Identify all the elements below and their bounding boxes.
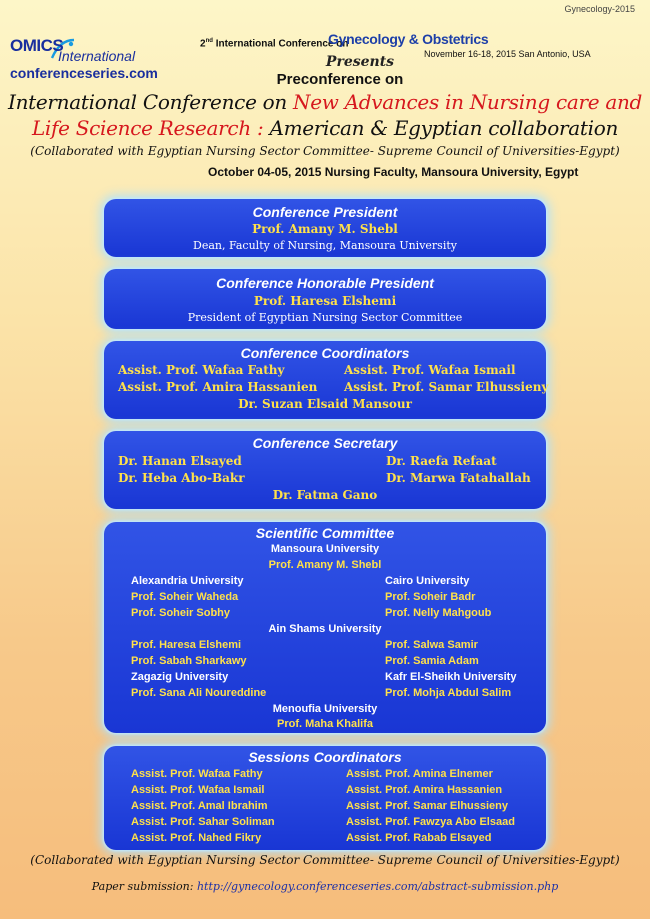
session-coordinator: Assist. Prof. Wafaa Ismail — [131, 784, 265, 796]
university-label: Zagazig University — [131, 671, 229, 683]
session-coordinator: Assist. Prof. Amal Ibrahim — [131, 800, 268, 812]
president-name: Prof. Amany M. Shebl — [252, 222, 398, 236]
logo-site-text: conferenceseries.com — [10, 65, 158, 81]
committee-member: Prof. Sana Ali Noureddine — [131, 687, 267, 699]
committee-member: Prof. Maha Khalifa — [277, 718, 373, 730]
committee-member: Prof. Mohja Abdul Salim — [385, 687, 512, 699]
president-role: Dean, Faculty of Nursing, Mansoura University — [193, 239, 457, 252]
honorable-role: President of Egyptian Nursing Sector Committee — [187, 311, 463, 324]
session-coordinator: Assist. Prof. Amira Hassanien — [346, 784, 503, 796]
committee-member: Prof. Salwa Samir — [385, 639, 478, 651]
coordinator-name: Dr. Suzan Elsaid Mansour — [238, 397, 412, 411]
secretary-title: Conference Secretary — [252, 435, 398, 451]
committee-member: Prof. Soheir Badr — [385, 591, 476, 603]
secretary-box — [104, 431, 546, 509]
footer-collaboration-note: (Collaborated with Egyptian Nursing Sector Committee- Supreme Council of Universities-Egypt) — [30, 853, 620, 867]
coordinator-name: Assist. Prof. Samar Elhussieny — [344, 380, 549, 394]
committee-member: Prof. Samia Adam — [385, 655, 479, 667]
university-label: Menoufia University — [272, 703, 378, 715]
university-label: Ain Shams University — [268, 623, 382, 635]
presents-text: Presents — [325, 54, 395, 70]
conference-ordinal: 2nd International Conference on — [200, 38, 349, 50]
conference-name: Gynecology & Obstetrics — [328, 31, 489, 47]
logo-international-text: International — [58, 48, 136, 64]
university-label: Alexandria University — [131, 575, 244, 587]
submission-link[interactable]: http://gynecology.conferenceseries.com/abstract-submission.php — [196, 880, 559, 893]
honorable-name: Prof. Haresa Elshemi — [253, 294, 397, 308]
committee-member: Prof. Nelly Mahgoub — [385, 607, 492, 619]
session-coordinator: Assist. Prof. Nahed Fikry — [131, 832, 262, 844]
secretary-name: Dr. Hanan Elsayed — [118, 454, 242, 468]
conference-prefix: International Conference on — [215, 38, 349, 50]
president-box — [104, 199, 546, 257]
committee-member: Prof. Soheir Sobhy — [131, 607, 231, 619]
title-line-2: Life Science Research : American & Egyptian collaboration — [31, 116, 619, 140]
session-coordinator: Assist. Prof. Samar Elhussieny — [346, 800, 509, 812]
session-coordinator: Assist. Prof. Fawzya Abo Elsaad — [346, 816, 515, 828]
session-coordinator: Assist. Prof. Sahar Soliman — [131, 816, 275, 828]
university-label: Cairo University — [385, 575, 470, 587]
submission-label: Paper submission: — [91, 880, 197, 893]
committee-member: Prof. Haresa Elshemi — [131, 639, 242, 651]
preconference-text: Preconference on — [276, 71, 404, 88]
paper-submission — [0, 880, 650, 893]
honorable-president-box — [104, 269, 546, 329]
session-coordinator: Assist. Prof. Amina Elnemer — [346, 768, 493, 780]
coordinators-title: Conference Coordinators — [240, 345, 410, 361]
president-title: Conference President — [252, 204, 398, 220]
university-label: Kafr El-Sheikh University — [385, 671, 517, 683]
collaboration-note: (Collaborated with Egyptian Nursing Sector Committee- Supreme Council of Universities-Egypt) — [30, 144, 620, 158]
university-label: Mansoura University — [270, 543, 380, 555]
secretary-name: Dr. Marwa Fatahallah — [386, 471, 531, 485]
session-coordinator: Assist. Prof. Wafaa Fathy — [131, 768, 263, 780]
committee-member: Prof. Amany M. Shebl — [268, 559, 382, 571]
coordinator-name: Assist. Prof. Amira Hassanien — [118, 380, 318, 394]
sessions-coordinators-box — [104, 746, 546, 850]
logo-omics-text: OMICS — [10, 36, 64, 55]
secretary-name: Dr. Raefa Refaat — [386, 454, 497, 468]
coordinators-box — [104, 341, 549, 419]
honorable-title: Conference Honorable President — [216, 275, 434, 291]
title-line-1: International Conference on New Advances in Nursing care and — [7, 90, 643, 114]
coordinator-name: Assist. Prof. Wafaa Ismail — [344, 363, 516, 377]
event-date-venue: October 04-05, 2015 Nursing Faculty, Mansoura University, Egypt — [208, 165, 579, 179]
secretary-name: Dr. Heba Abo-Bakr — [118, 471, 245, 485]
committee-member: Prof. Sabah Sharkawy — [131, 655, 247, 667]
scientific-title: Scientific Committee — [255, 525, 395, 541]
committee-member: Prof. Soheir Waheda — [131, 591, 239, 603]
secretary-name: Dr. Fatma Gano — [272, 488, 378, 502]
conference-date: November 16-18, 2015 San Antonio, USA — [424, 49, 591, 59]
sessions-title: Sessions Coordinators — [248, 749, 402, 765]
session-coordinator: Assist. Prof. Rabab Elsayed — [346, 832, 492, 844]
event-tag: Gynecology-2015 — [564, 4, 635, 14]
coordinator-name: Assist. Prof. Wafaa Fathy — [118, 363, 285, 377]
scientific-committee-box — [104, 522, 546, 733]
